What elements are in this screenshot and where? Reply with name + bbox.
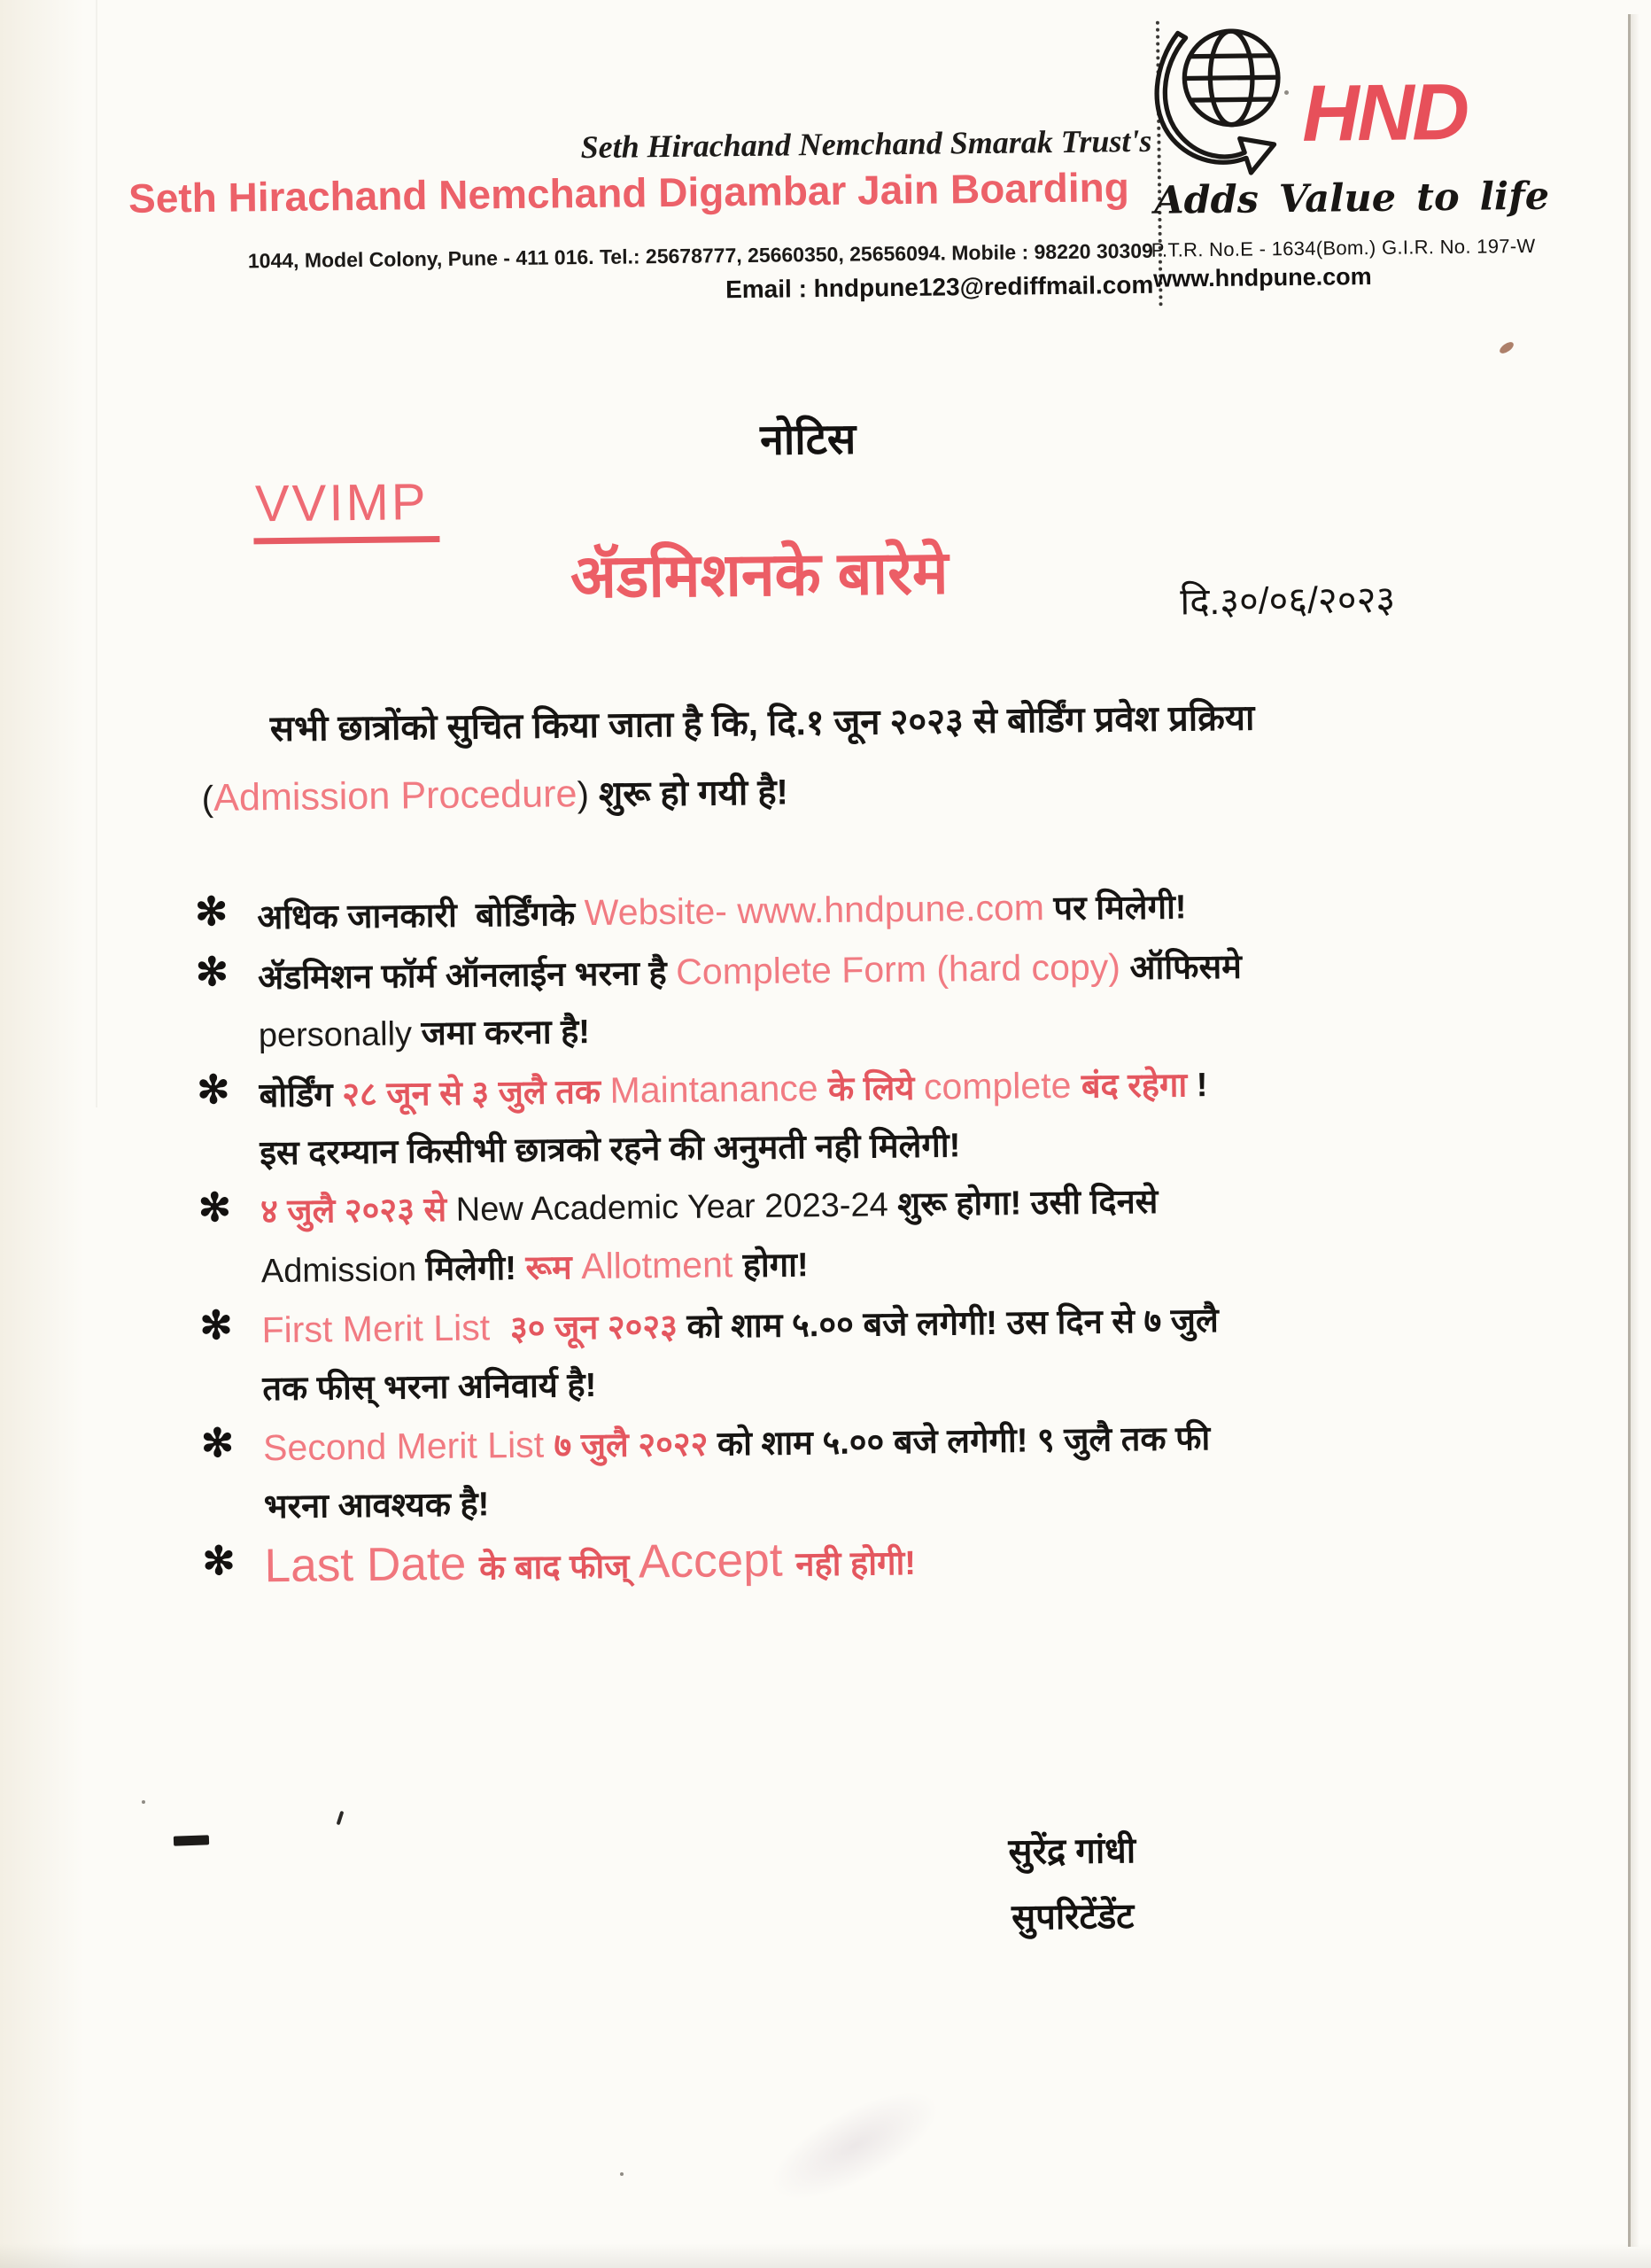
bullet-asterisk-icon: ✻	[197, 1068, 230, 1113]
list-item	[197, 1050, 1650, 1184]
globe-with-arrow-icon	[1149, 19, 1308, 177]
scan-artifact	[1284, 90, 1289, 95]
scan-artifact	[96, 0, 97, 1107]
text-segment: तक फीस् भरना अनिवार्य है!	[262, 1366, 597, 1409]
bullet-asterisk-icon: ✻	[194, 889, 229, 935]
text-segment: !	[1186, 1067, 1208, 1105]
text-segment: पर मिलेगी!	[1043, 889, 1187, 928]
text-segment: Admission	[260, 1251, 426, 1291]
text-segment: शुरू हो गयी है!	[598, 773, 789, 814]
address-line: 1044, Model Colony, Pune - 411 016. Tel.: 25678777, 25660350, 25656094. Mobile : 98220 30309	[247, 238, 1153, 273]
text-segment: नही होगी!	[795, 1544, 917, 1584]
text-segment: ७ जुलै २०२२	[554, 1425, 718, 1465]
text-segment: बंद रहेगा	[1081, 1067, 1188, 1106]
bullet-asterisk-icon: ✻	[200, 1421, 235, 1466]
text-segment: Admission Procedure	[213, 773, 577, 819]
text-segment: को शाम ५.०० बजे लगेगी! उस दिन से ७ जुलै	[686, 1302, 1219, 1346]
bullet-asterisk-icon: ✻	[195, 950, 229, 995]
text-segment: Maintanance	[609, 1068, 829, 1111]
bullet-asterisk-icon: ✻	[199, 1303, 233, 1348]
text-segment: ऑफिसमे	[1120, 948, 1243, 988]
text-segment: Website- www.hndpune.com	[584, 887, 1045, 934]
text-segment: (	[201, 779, 214, 819]
website-line: www.hndpune.com	[1153, 262, 1372, 292]
email-line: Email : hndpune123@rediffmail.com	[725, 270, 1154, 304]
text-segment: के बाद फीज्	[478, 1548, 639, 1588]
text-segment: होगा!	[742, 1247, 809, 1285]
list-item	[196, 932, 1649, 1066]
notice-title: ॲडमिशनके बारेमे	[570, 539, 949, 611]
hnd-acronym: HND	[1301, 67, 1468, 159]
text-segment: ३० जून २०२३	[509, 1308, 687, 1348]
text-segment: Second Merit List	[262, 1424, 554, 1469]
scan-artifact	[142, 1800, 145, 1804]
intro-paragraph	[200, 680, 1637, 834]
text-segment: complete	[923, 1064, 1082, 1107]
text-segment: )	[577, 774, 600, 815]
registration-line: P.T.R. No.E - 1634(Bom.) G.I.R. No. 197-W	[1151, 234, 1536, 261]
text-segment: ॲडमिशन फॉर्म ऑनलाईन भरना है	[257, 954, 677, 998]
scan-artifact	[620, 2172, 624, 2176]
text-segment: ४ जुलै २०२३ से	[260, 1191, 456, 1231]
text-segment: Allotment	[580, 1244, 743, 1287]
text-segment: बोर्डिंग	[259, 1076, 343, 1115]
text-segment: के लिये	[827, 1069, 925, 1109]
text-segment: को शाम ५.०० बजे लगेगी! ९ जुलै तक फी	[717, 1420, 1211, 1464]
hnd-logo	[1149, 12, 1648, 309]
text-segment: First Merit List	[261, 1307, 511, 1351]
notice-list	[195, 872, 1651, 1602]
organization-name: Seth Hirachand Nemchand Digambar Jain Boarding	[128, 164, 1130, 221]
list-item	[199, 1285, 1651, 1419]
list-item	[198, 1168, 1651, 1301]
signature-block	[939, 1817, 1206, 1951]
text-segment: अधिक जानकारी बोर्डिंगके	[257, 896, 585, 937]
text-segment: New Academic Year 2023-24	[455, 1186, 898, 1229]
trust-name-line: Seth Hirachand Nemchand Smarak Trust's	[580, 122, 1152, 166]
text-segment: जमा करना है!	[421, 1014, 591, 1053]
list-item	[201, 1403, 1651, 1537]
signatory-name: सुरेंद्र गांधी	[1008, 1831, 1136, 1872]
text-segment: Last Date	[264, 1537, 480, 1593]
text-segment: सभी छात्रोंको सुचित किया जाता है कि, दि.१ जून २०२३ से बोर्डिंग प्रवेश प्रक्रिया	[269, 698, 1255, 750]
text-segment: इस दरम्यान किसीभी छात्रको रहने की अनुमती नही मिलेगी!	[260, 1127, 961, 1173]
logo-tagline: Adds Value to life	[1153, 174, 1550, 223]
text-segment: मिलेगी!	[425, 1249, 526, 1289]
signatory-title: सुपरिटेंडेंट	[1011, 1897, 1135, 1938]
notice-date: दि.३०/०६/२०२३	[1180, 578, 1396, 623]
pen-dash-mark	[174, 1835, 209, 1845]
scan-bottom-shade	[0, 2243, 1651, 2268]
text-segment: Complete Form (hard copy)	[675, 946, 1121, 992]
text-segment: personally	[258, 1015, 422, 1055]
bullet-asterisk-icon: ✻	[202, 1539, 236, 1584]
notice-heading: नोटिस	[759, 416, 857, 464]
vvimp-label: VVIMP	[253, 472, 439, 544]
text-segment: भरना आवश्यक है!	[263, 1486, 490, 1526]
bullet-asterisk-icon: ✻	[198, 1185, 232, 1231]
text-segment: रूम	[525, 1249, 582, 1287]
text-segment: २८ जून से ३ जुलै तक	[342, 1073, 610, 1115]
text-segment: शुरू होगा! उसी दिनसे	[897, 1183, 1159, 1224]
text-segment: Accept	[638, 1534, 796, 1588]
scan-artifact	[1631, 14, 1639, 2247]
